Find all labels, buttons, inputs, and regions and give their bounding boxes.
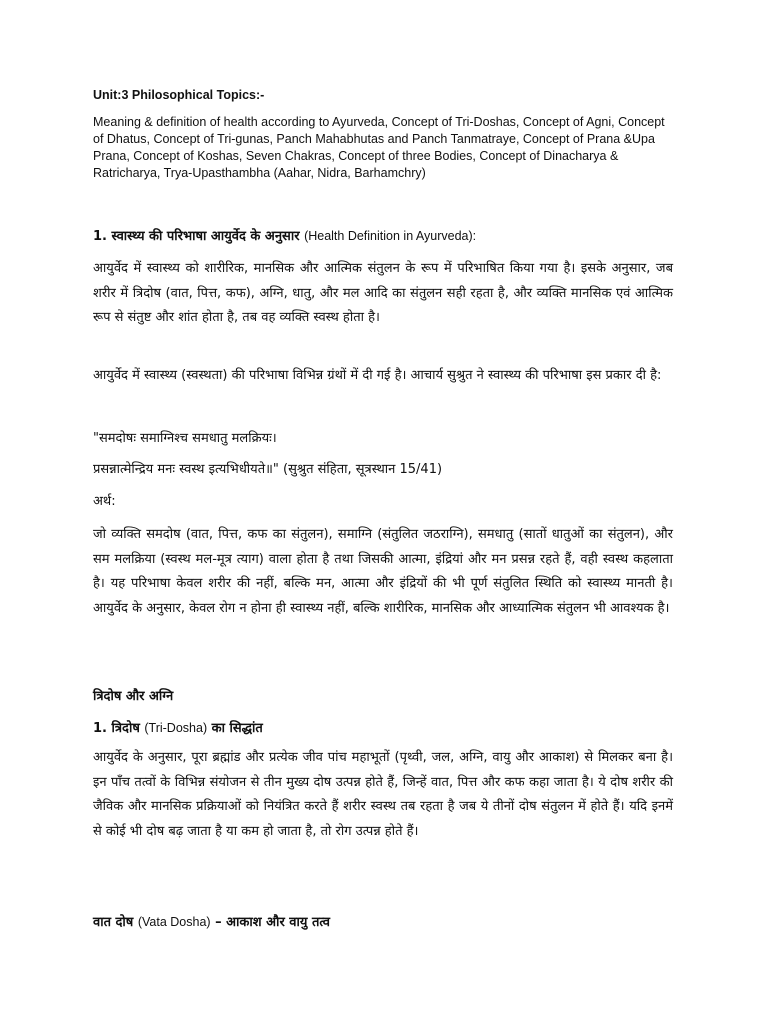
- meaning-paragraph: जो व्यक्ति समदोष (वात, पित्त, कफ का संतुलन), समाग्नि (संतुलित जठराग्नि), समधातु (सातों धातुओं का संतुलन), और सम मलक्रिया (स्वस्थ मल-मूत्र त्याग) वाला होता है तथा जिसकी आत्मा, इंद्रियां और मन प्रसन्न रहते हैं, वही स्वस्थ कहलाता है। यह परिभाषा केवल शरीर की नहीं, बल्कि मन, आत्मा और इंद्रियों की भी पूर्ण संतुलित स्थिति को स्वास्थ्य मानती है। आयुर्वेद के अनुसार, केवल रोग न होना ही स्वास्थ्य नहीं, बल्कि शारीरिक, मानसिक और आध्यात्मिक संतुलन भी आवश्यक है।: [93, 527, 673, 616]
- tridosha-heading-suffix: का सिद्धांत: [211, 721, 263, 736]
- tridosha-number: 1.: [93, 721, 107, 736]
- shloka-line-1: "समदोषः समाग्निश्च समधातु मलक्रियः।: [93, 431, 277, 446]
- tridosha-heading-english: (Tri-Dosha): [144, 721, 208, 735]
- meaning-label: अर्थ:: [93, 494, 116, 509]
- unit-title: Unit:3 Philosophical Topics:-: [93, 88, 265, 102]
- vata-heading-elements: आकाश और वायु तत्व: [226, 915, 331, 930]
- vata-heading-hindi: वात दोष: [93, 915, 134, 930]
- vata-dosha-heading: [93, 912, 330, 930]
- shloka-line-2: प्रसन्नात्मेन्द्रिय मनः स्वस्थ इत्यभिधीयते॥" (सुश्रुत संहिता, सूत्रस्थान 15/41): [93, 462, 443, 477]
- vata-heading-dash: –: [215, 915, 222, 930]
- section1-heading-hindi: स्वास्थ्य की परिभाषा आयुर्वेद के अनुसार: [111, 229, 300, 244]
- section1-paragraph-1: आयुर्वेद में स्वास्थ्य को शारीरिक, मानसिक और आत्मिक संतुलन के रूप में परिभाषित किया गया है। इसके अनुसार, जब शरीर में त्रिदोष (वात, पित्त, कफ), अग्नि, धातु, और मल आदि का संतुलन सही रहता है, और व्यक्ति मानसिक एवं आत्मिक रूप से संतुष्ट और शांत होता है, तब वह व्यक्ति स्वस्थ होता है।: [93, 261, 673, 325]
- section2-heading: त्रिदोष और अग्नि: [93, 689, 174, 704]
- section1-paragraph-2: आयुर्वेद में स्वास्थ्य (स्वस्थता) की परिभाषा विभिन्न ग्रंथों में दी गई है। आचार्य सुश्रुत ने स्वास्थ्य की परिभाषा इस प्रकार दी है:: [93, 368, 662, 383]
- tridosha-heading: [93, 718, 263, 736]
- section1-number: 1.: [93, 229, 107, 244]
- vata-heading-english: (Vata Dosha): [137, 915, 211, 929]
- tridosha-paragraph: आयुर्वेद के अनुसार, पूरा ब्रह्मांड और प्रत्येक जीव पांच महाभूतों (पृथ्वी, जल, अग्नि, वायु और आकाश) से मिलकर बना है। इन पाँच तत्वों के विभिन्न संयोजन से तीन मुख्य दोष उत्पन्न होते हैं, जिन्हें वात, पित्त और कफ कहा जाता है। ये दोष शरीर की जैविक और मानसिक प्रक्रियाओं को नियंत्रित करते हैं शरीर स्वस्थ तब रहता है जब ये तीनों दोष संतुलन में होते हैं। यदि इनमें से कोई भी दोष बढ़ जाता है या कम हो जाता है, तो रोग उत्पन्न होते हैं।: [93, 750, 673, 839]
- section1-heading-english: (Health Definition in Ayurveda):: [304, 229, 477, 243]
- section1-heading: [93, 226, 476, 244]
- tridosha-heading-hindi: त्रिदोष: [111, 721, 140, 736]
- topics-list: Meaning & definition of health according to Ayurveda, Concept of Tri-Doshas, Concept of Agni, Concept of Dhatus, Concept of Tri-gunas, Panch Mahabhutas and Panch Tanmatraye, Concept of Prana &Upa Prana, Concept of Koshas, Seven Chakras, Concept of three Bodies, Concept of Dinacharya & Ratricharya, Trya-Upasthambha (Aahar, Nidra, Barhamchry): [93, 115, 665, 180]
